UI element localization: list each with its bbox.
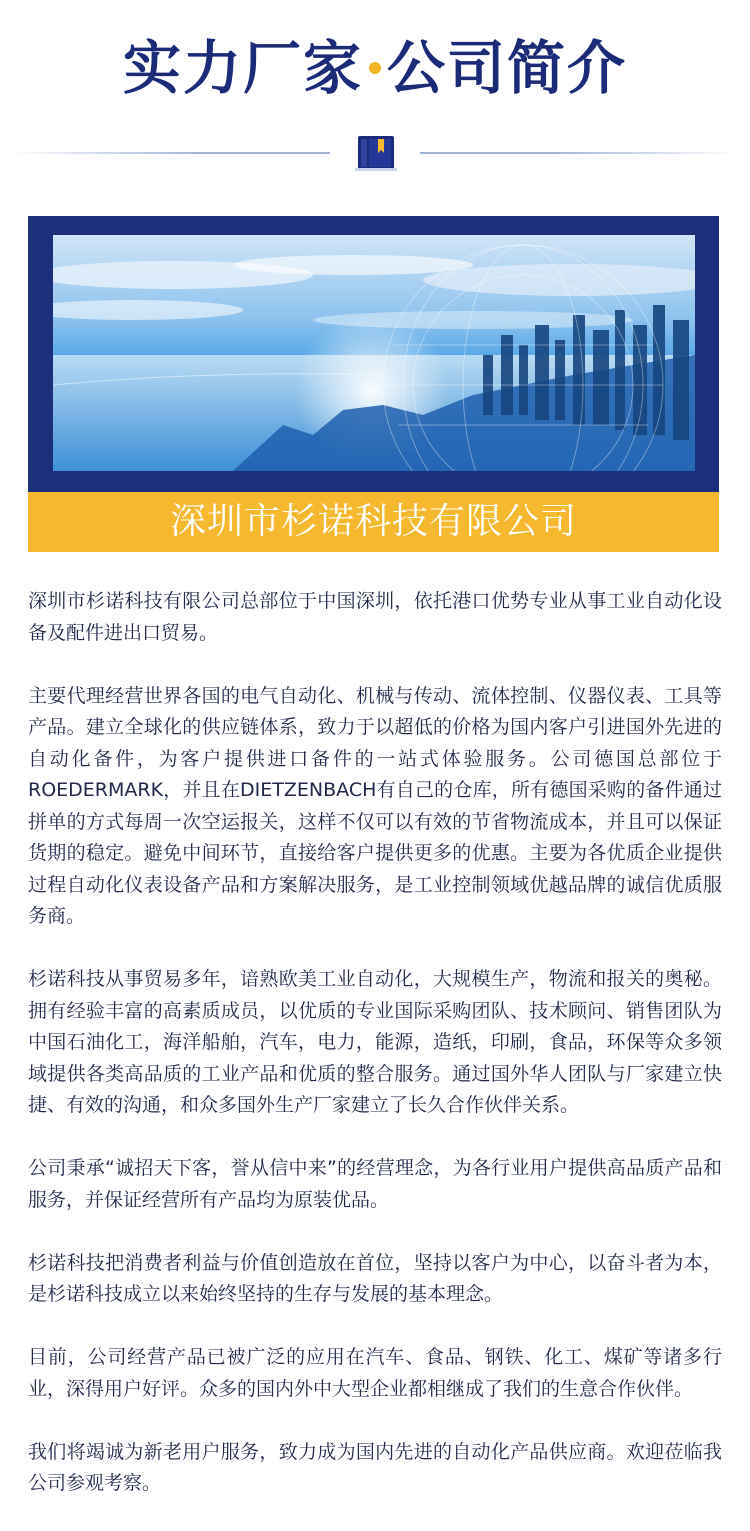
intro-paragraph: 杉诺科技从事贸易多年，谙熟欧美工业自动化，大规模生产，物流和报关的奥秘。拥有经验丰富的高素质成员，以优质的专业国际采购团队、技术顾问、销售团队为中国石油化工，海洋船舶，汽车，电力，能源，造纸，印刷，食品，环保等众多领域提供各类高品质的工业产品和优质的整合服务。通过国外华人团队与厂家建立快捷、有效的沟通，和众多国外生产厂家建立了长久合作伙伴关系。 — [28, 968, 722, 1116]
city-skyline-photo — [53, 235, 695, 471]
page-title-left: 实力厂家 — [122, 34, 363, 102]
intro-paragraph: 杉诺科技把消费者利益与价值创造放在首位，坚持以客户为中心，以奋斗者为本，是杉诺科技成立以来始终坚持的生存与发展的基本理念。 — [28, 1251, 722, 1305]
page-title — [0, 28, 750, 108]
intro-paragraph: 目前，公司经营产品已被广泛的应用在汽车、食品、钢铁、化工、煤矿等诸多行业，深得用户好评。众多的国内外中大型企业都相继成了我们的生意合作伙伴。 — [28, 1346, 722, 1400]
book-icon — [354, 133, 398, 173]
intro-paragraph: 我们将竭诚为新老用户服务，致力成为国内先进的自动化产品供应商。欢迎莅临我公司参观考察。 — [28, 1440, 722, 1494]
intro-paragraph: 深圳市杉诺科技有限公司总部位于中国深圳，依托港口优势专业从事工业自动化设备及配件进出口贸易。 — [28, 590, 722, 644]
title-divider-right — [420, 152, 740, 154]
title-separator-dot — [369, 62, 381, 74]
title-divider-left — [10, 152, 330, 154]
intro-paragraph: 公司秉承“诚招天下客，誉从信中来”的经营理念，为各行业用户提供高品质产品和服务，并保证经营所有产品均为原装优品。 — [28, 1157, 722, 1211]
company-name-banner: 深圳市杉诺科技有限公司 — [28, 492, 719, 552]
city-skyline-illustration — [53, 235, 695, 471]
company-image-frame — [28, 216, 719, 492]
intro-paragraph: 主要代理经营世界各国的电气自动化、机械与传动、流体控制、仪器仪表、工具等产品。建立全球化的供应链体系，致力于以超低的价格为国内客户引进国外先进的自动化备件，为客户提供进口备件的一站式体验服务。公司德国总部位于ROEDERMARK，并且在DIETZENBACH有自己的仓库，所有德国采购的备件通过拼单的方式每周一次空运报关，这样不仅可以有效的节省物流成本，并且可以保证货期的稳定。避免中间环节，直接给客户提供更多的优惠。主要为各优质企业提供过程自动化仪表设备产品和方案解决服务，是工业控制领域优越品牌的诚信优质服务商。 — [28, 684, 722, 927]
page-title-right: 公司简介 — [387, 34, 628, 102]
company-intro-text — [28, 586, 722, 1531]
